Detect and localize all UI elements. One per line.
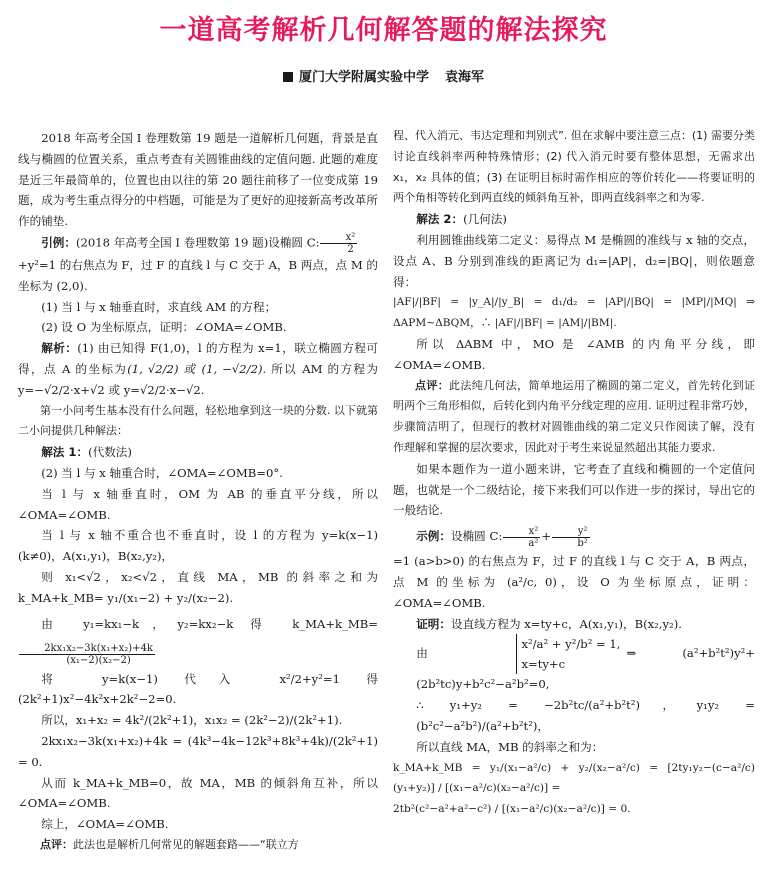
method2-equation: |AF|/|BF| = |y_A|/|y_B| = d₁/d₂ = |AP|/|BQ| = |MP|/|MQ| ⇒ ΔAPM∼ΔBQM，∴ |AF|/|BF| = |AM|/|BM|. — [393, 296, 755, 330]
method1-line6: 将 y=k(x−1) 代入 x²/2+y²=1 得 (2k²+1)x²−4k²x+2k²−2=0. — [18, 671, 378, 707]
method1-line5 — [18, 609, 378, 669]
right-column — [393, 126, 755, 820]
method1-heading — [18, 442, 378, 463]
example2-fraction-1-den: a² — [528, 537, 539, 549]
proof-system: 由 x²/a² + y²/b² = 1, x=ty+c ⇒ (a²+b²t²)y²+(2b²tc)y+b²c²−a²b²=0, — [393, 634, 755, 695]
method2-heading — [393, 209, 755, 230]
method1-line1: (2) 当 l 与 x 轴重合时，∠OMA=∠OMB=0°. — [41, 465, 283, 480]
method1-line8: 2kx₁x₂−3k(x₁+x₂)+4k = (4k³−4k−12k³+8k³+4k)/(2k²+1) = 0. — [18, 733, 378, 769]
proof-line3: 所以直线 MA，MB 的斜率之和为： — [416, 739, 604, 754]
question-2: (2) 设 O 为坐标原点，证明：∠OMA=∠OMB. — [41, 320, 287, 335]
solution-points: (1, √2/2) 或 (1, −√2/2) — [127, 361, 263, 376]
method1-line7: 所以，x₁+x₂ = 4k²/(2k²+1)，x₁x₂ = (2k²−2)/(2k²+1). — [41, 713, 343, 728]
example-text-b: +y²=1 的右焦点为 F，过 F 的直线 l 与 C 交于 A，B 两点，点 M 的坐标为 (2,0). — [18, 257, 378, 293]
method1-line10: 综上，∠OMA=∠OMB. — [41, 817, 169, 832]
example2-fraction-2 — [552, 526, 590, 549]
method1-line5-fraction — [19, 643, 155, 666]
proof-line2: ∴ y₁+y₂ = −2b²tc/(a²+b²t²)，y₁y₂ = (b²c²−a²b²)/(a²+b²t²)， — [416, 698, 755, 733]
example2-fraction-1-num: x² — [503, 526, 540, 538]
method2-label: 解法 2： — [416, 212, 464, 227]
method1-line4a: 则 x₁<√2，x₂<√2，直线 MA，MB 的斜率之和为 k_MA+k_MB= — [18, 569, 378, 605]
solution-label: 解析： — [41, 341, 78, 356]
system-eq-2: x=ty+c — [521, 657, 566, 672]
affiliation: 厦门大学附属实验中学 — [298, 70, 429, 85]
remark-1: 第一小问考生基本没有什么问题，轻松地拿到这一块的分数. 以下就第二小问提供几种解法： — [18, 403, 378, 438]
remark-method2-label: 点评： — [415, 378, 450, 392]
method1-line5-num: 2kx₁x₂−3k(x₁+x₂)+4k — [19, 643, 155, 655]
method1-line2: 当 l 与 x 轴垂直时，OM 为 AB 的垂直平分线，所以 ∠OMA=∠OMB. — [18, 486, 378, 522]
method1-subtitle: (代数法) — [88, 445, 132, 460]
proof-line4: k_MA+k_MB = y₁/(x₁−a²/c) + y₂/(x₂−a²/c) = [2ty₁y₂−(c−a²/c)(y₁+y₂)] / [(x₁−a²/c)(x₂−a²/c)] = — [393, 761, 755, 795]
example-text-a: (2018 年高考全国 I 卷理数第 19 题)设椭圆 C: — [75, 235, 320, 250]
example-fraction-num: x² — [320, 232, 357, 244]
method1-line9: 从而 k_MA+k_MB=0，故 MA，MB 的倾斜角互补，所以 ∠OMA=∠OMB. — [18, 775, 378, 811]
remark-method1-cont: 程、代入消元、韦达定理和判别式”. 但在求解中要注意三点：(1) 需要分类讨论直线斜率两种特殊情形；(2) 代入消元时要有整体思想，无需求出 x₁，x₂ 具体的值；(3) 在证明目标时需作相应的等价转化——将要证明的两个角相等转化到两直线的倾斜角互补，即两直线斜率之和为零. — [393, 129, 755, 205]
method1-label: 解法 1： — [41, 445, 89, 460]
author-name: 袁海军 — [445, 70, 485, 85]
proof-label: 证明： — [416, 616, 451, 631]
example2-fraction-1 — [503, 526, 540, 549]
equation-system — [516, 634, 620, 674]
remark-method1 — [18, 835, 378, 856]
method1-line4 — [18, 567, 378, 609]
example2-label: 示例： — [416, 529, 451, 544]
example2-fraction-2-num: y² — [552, 526, 590, 538]
method1-line3: 当 l 与 x 轴不重合也不垂直时，设 l 的方程为 y=k(x−1)(k≠0)，A(x₁,y₁)，B(x₂,y₂)， — [18, 528, 378, 564]
example2-statement: 示例：设椭圆 C: $\frac{\text{x²}}{\text{a²}}$ + $\frac{\text{y²}}{\text{b²}}$ — [416, 525, 588, 549]
article-title: 一道高考解析几何解答题的解法探究 — [159, 15, 608, 46]
solution-text-b: . 所以 AM 的方程为 y=−√2/2·x+√2 或 y=√2/2·x−√2. — [18, 361, 378, 397]
method2-line1: 利用圆锥曲线第二定义：易得点 M 是椭圆的准线与 x 轴的交点，设点 A、B 分别到准线的距离记为 d₁=|AP|，d₂=|BQ|，则依题意得： — [393, 232, 755, 289]
proof-line1 — [393, 614, 755, 635]
proof-line5: 2tb²(c²−a²+a²−c²) / [(x₁−a²/c)(x₂−a²/c)] = 0. — [393, 803, 631, 816]
remark-method1-text: 此法也是解析几何常见的解题套路——“联立方 — [73, 837, 299, 851]
left-column — [18, 128, 378, 856]
example-fraction — [320, 232, 357, 255]
system-result: ⇒ (a²+b²t²)y²+(2b²tc)y+b²c²−a²b²=0, — [416, 646, 755, 692]
question-1: (1) 当 l 与 x 轴垂直时，求直线 AM 的方程； — [41, 299, 277, 314]
proof-line1-text: 设直线方程为 x=ty+c，A(x₁,y₁)，B(x₂,y₂). — [450, 616, 682, 631]
method1-line4b: y₁/(x₁−2) + y₂/(x₂−2). — [107, 590, 234, 605]
author-line — [0, 66, 767, 85]
generalization-paragraph: 如果本题作为一道小题来讲，它考查了直线和椭圆的一个定值问题，也就是一个二级结论，接下来我们可以作进一步的探讨，导出它的一般结论. — [393, 461, 755, 518]
intro-paragraph: 2018 年高考全国 I 卷理数第 19 题是一道解析几何题，背景是直线与椭圆的位置关系，重点考查有关圆锥曲线的定值问题. 此题的难度是近三年最简单的，位置也由以往的第 20 题往前移了一位变成第 19 题，成为考生重点得分的中档题，可能是为了更好的迎接新高考改革所作的铺垫. — [18, 131, 378, 229]
method2-subtitle: (几何法) — [463, 212, 507, 227]
system-eq-1: x²/a² + y²/b² = 1, — [521, 637, 621, 652]
example-label: 引例： — [41, 235, 76, 250]
method1-line5-den: (x₁−2)(x₂−2) — [66, 655, 131, 667]
example-fraction-den: 2 — [347, 243, 354, 255]
example2-fraction-2-den: b² — [577, 537, 588, 549]
remark-method1-label: 点评： — [40, 837, 73, 851]
remark-method2-text: 此法纯几何法，简单地运用了椭圆的第二定义，首先转化到证明两个三角形相似，后转化到内角平分线定理的应用. 证明过程非常巧妙，步骤简洁明了，但现行的教材对圆锥曲线的第二定义只作阅读了解，没有作理解和掌握的层次要求，因此对于考生来说显然超出其能力要求. — [393, 378, 756, 454]
square-bullet-icon — [283, 72, 293, 82]
method2-line2: 所以 ΔABM 中，MO 是 ∠AMB 的内角平分线，即 ∠OMA=∠OMB. — [393, 336, 755, 372]
method1-line5a: 由 y₁=kx₁−k，y₂=kx₂−k 得 k_MA+k_MB= — [41, 616, 378, 631]
solution-text-a: (1) 由已知得 F(1,0)，l 的方程为 x=1，联立椭圆方程可得，点 A 的坐标为 — [18, 341, 378, 376]
example-statement — [18, 232, 378, 255]
example2-text-b: =1 (a>b>0) 的右焦点为 F，过 F 的直线 l 与 C 交于 A，B 两点，点 M 的坐标为 (a²/c, 0)，设 O 为坐标原点，证明：∠OMA=∠OMB. — [393, 554, 755, 610]
remark-method2 — [393, 376, 755, 459]
solution-part1 — [18, 338, 378, 400]
example2-text-a: 设椭圆 C: — [450, 529, 503, 544]
